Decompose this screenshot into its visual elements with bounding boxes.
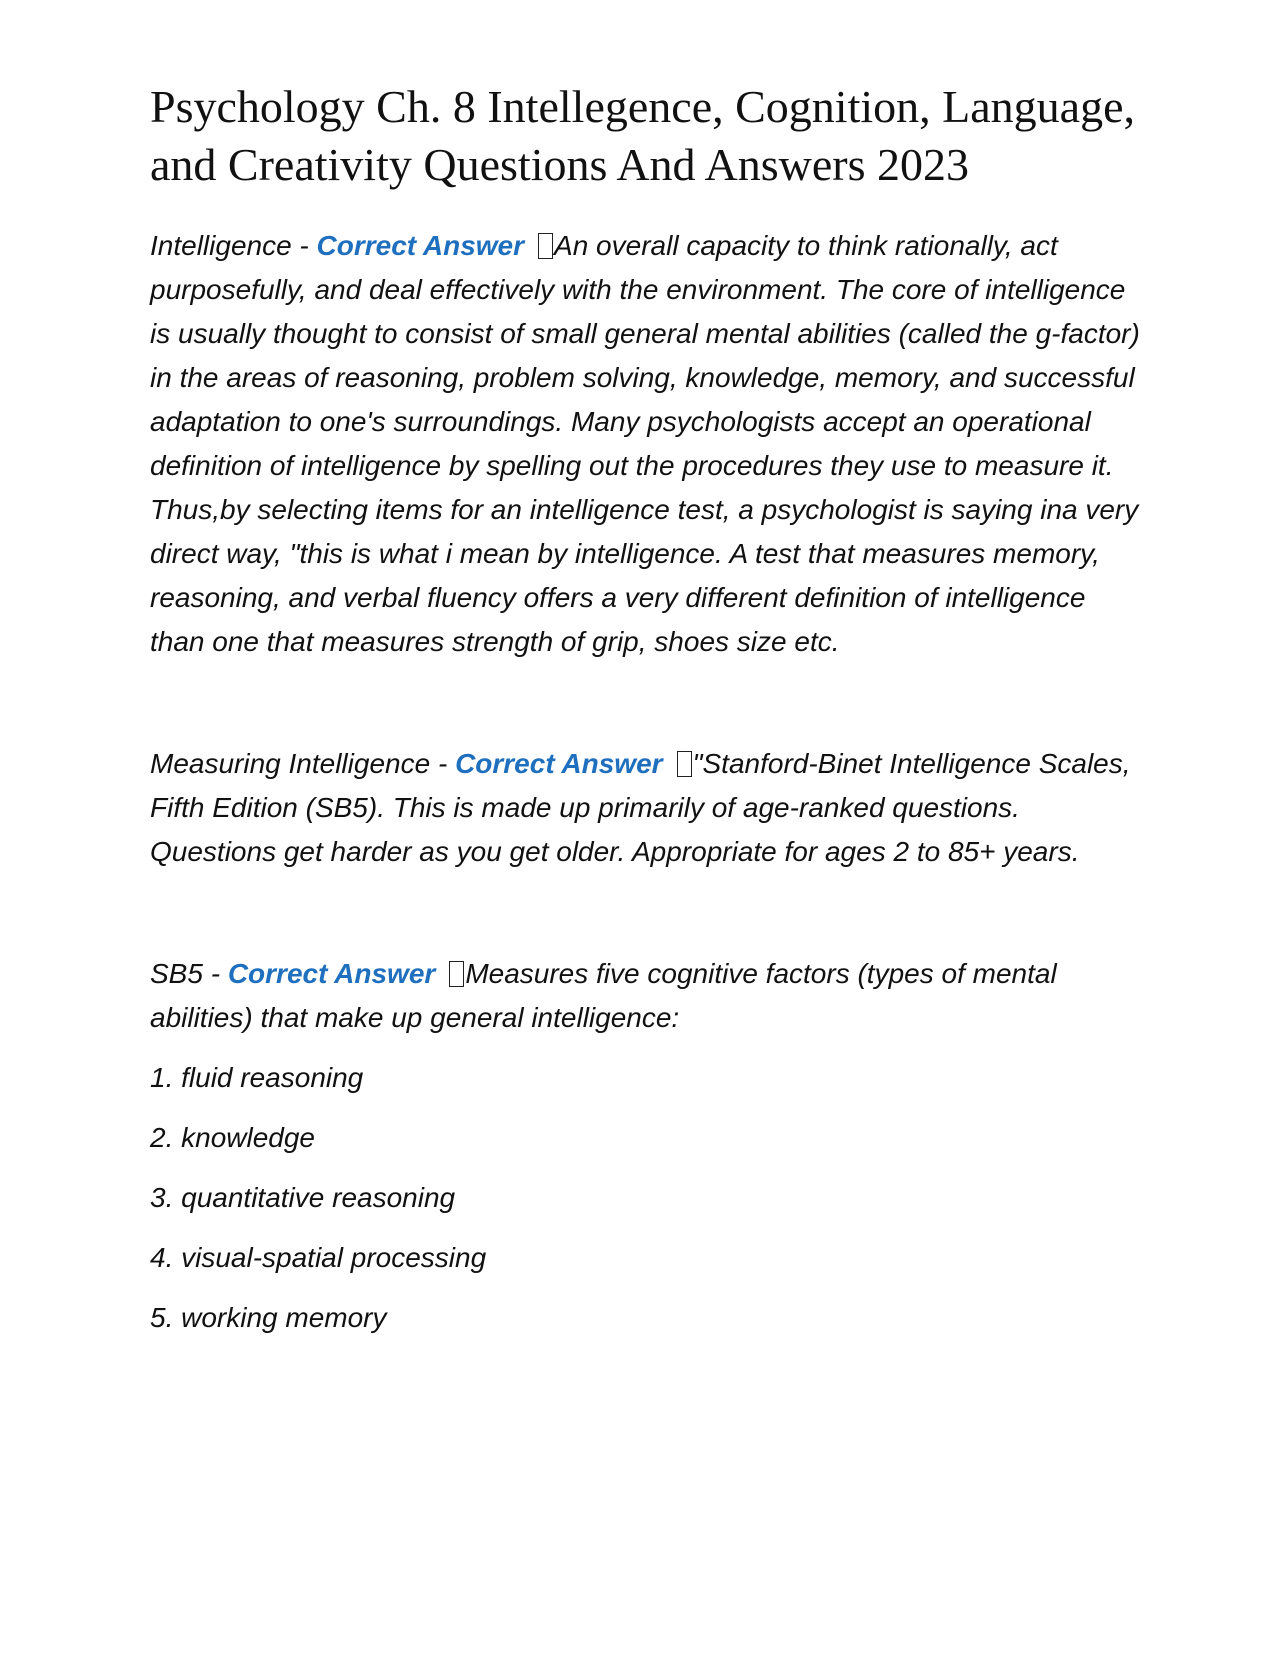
qa-entry-intelligence [150,224,1140,664]
list-item: 2. knowledge [150,1122,316,1153]
spacer [150,874,1140,952]
list-item: 1. fluid reasoning [150,1062,364,1093]
document-title: Psychology Ch. 8 Intellegence, Cognition, Language, and Creativity Questions And Answers 2023 [150,81,1135,190]
qa-separator: - [430,748,456,779]
list-item: 4. visual-spatial processing [150,1242,487,1273]
correct-answer-label: Correct Answer [227,958,436,989]
qa-term: Intelligence [150,230,292,261]
spacer [150,664,1140,742]
qa-term: SB5 [150,958,203,989]
document-page [150,78,1140,1340]
qa-separator: - [202,958,228,989]
qa-entry-sb5 [150,952,1140,1040]
qa-answer: Measures five cognitive factors (types of mental abilities) that make up general intelligence: [150,958,1057,1033]
qa-separator: - [291,230,317,261]
list-item: 3. quantitative reasoning [150,1182,456,1213]
missing-glyph-icon [538,233,553,259]
qa-term: Measuring Intelligence [150,748,431,779]
qa-answer: "Stanford-Binet Intelligence Scales, Fifth Edition (SB5). This is made up primarily of age-ranked questions. Questions get harder as you get older. Appropriate for ages 2 to 85+ years. [150,748,1131,867]
missing-glyph-icon [677,751,692,777]
qa-entry-measuring-intelligence [150,742,1140,874]
correct-answer-label: Correct Answer [316,230,525,261]
missing-glyph-icon [449,961,464,987]
qa-answer: An overall capacity to think rationally, act purposefully, and deal effectively with the environment. The core of intelligence is usually thought to consist of small general mental abilities (called the g-factor) in the areas of reasoning, problem solving, knowledge, memory, and successful adaptation to one's surroundings. Many psychologists accept an operational definition of intelligence by spelling out the procedures they use to measure it. Thus,by selecting items for an intelligence test, a psychologist is saying ina very direct way, "this is what i mean by intelligence. A test that measures memory, reasoning, and verbal fluency offers a very different definition of intelligence than one that measures strength of grip, shoes size etc. [150,230,1140,657]
correct-answer-label: Correct Answer [455,748,663,779]
list-item: 5. working memory [150,1302,387,1333]
